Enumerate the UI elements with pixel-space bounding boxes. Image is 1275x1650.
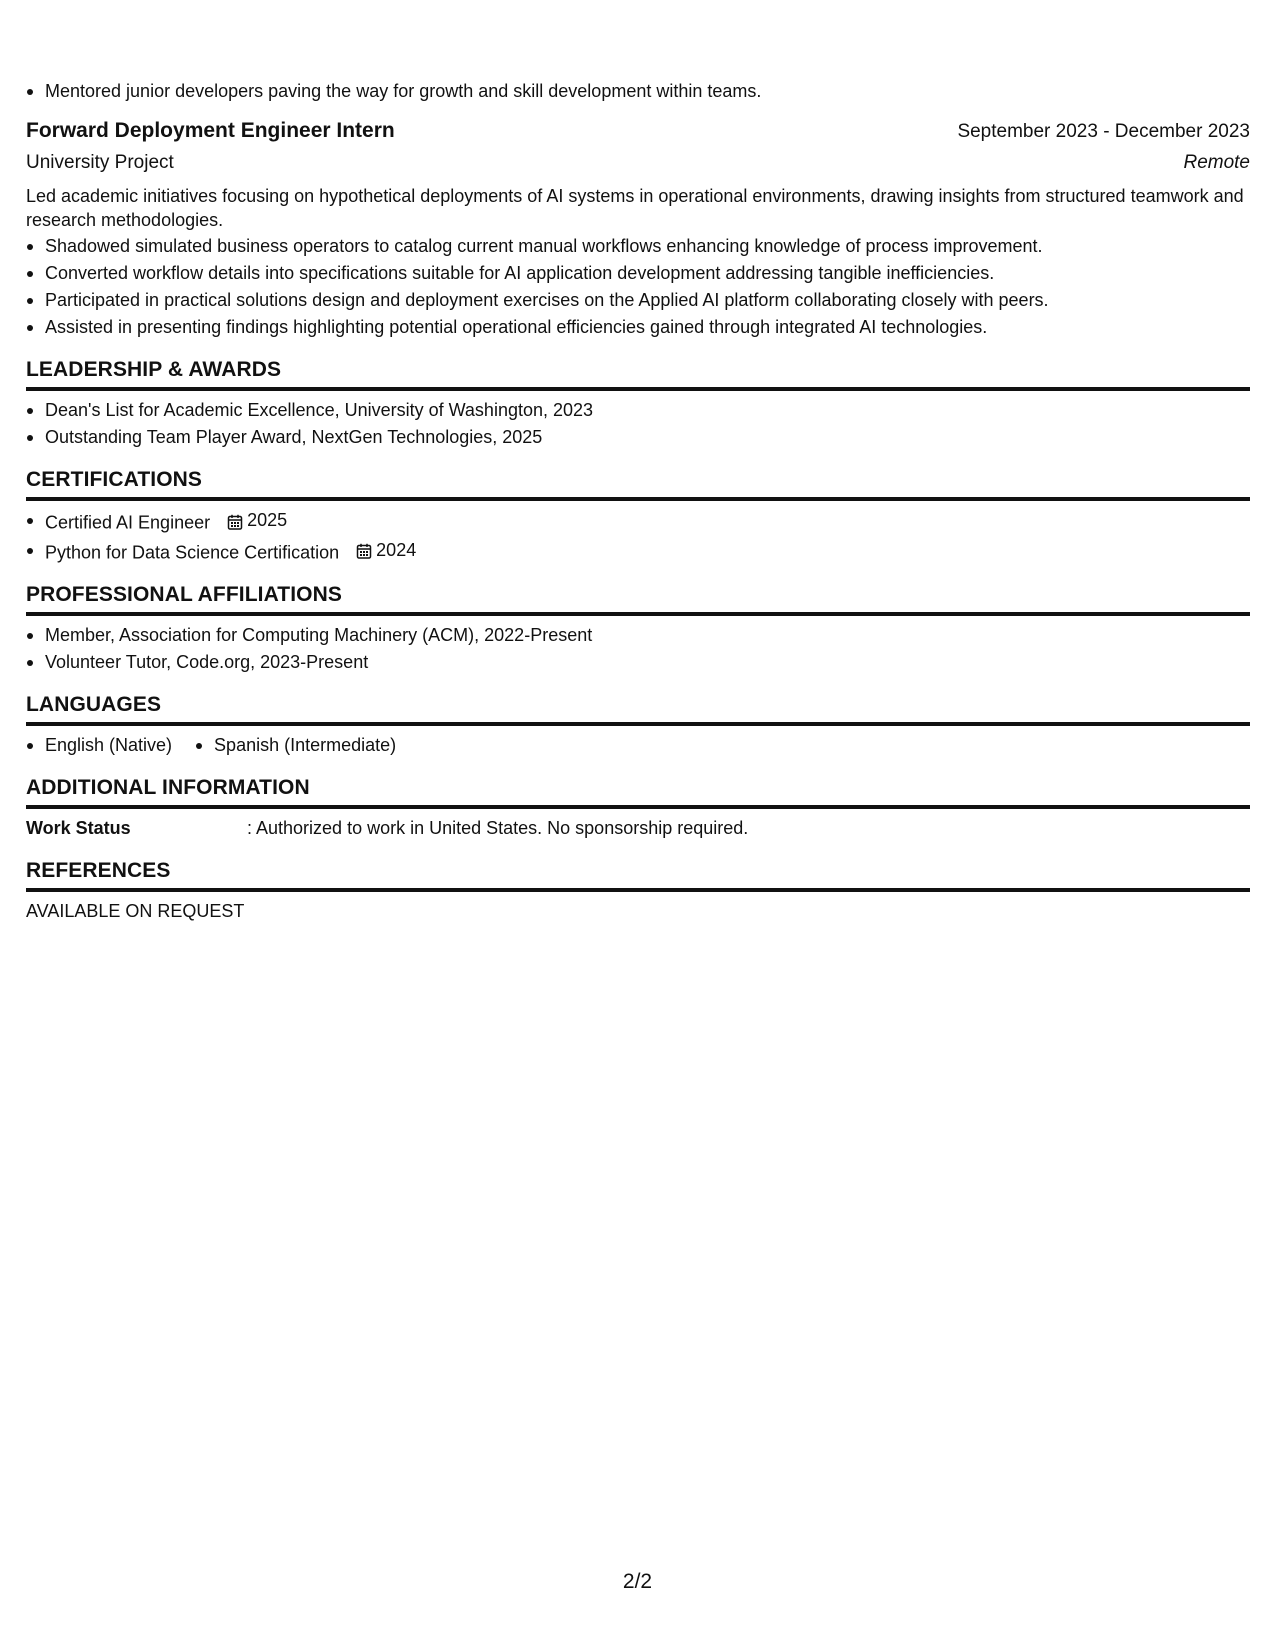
job-title: Forward Deployment Engineer Intern (26, 119, 395, 142)
list-item (26, 507, 1250, 537)
section-heading: LANGUAGES (26, 690, 1250, 726)
section-heading: CERTIFICATIONS (26, 465, 1250, 501)
certification-name: Certified AI Engineer (45, 512, 211, 533)
list-item: Volunteer Tutor, Code.org, 2023-Present (26, 649, 1250, 676)
calendar-icon (356, 543, 372, 559)
list-item: Mentored junior developers paving the way for growth and skill development within teams. (26, 78, 1250, 105)
section-heading: REFERENCES (26, 856, 1250, 892)
certification-year: 2024 (376, 539, 417, 560)
section-heading: PROFESSIONAL AFFILIATIONS (26, 580, 1250, 616)
list-item: English (Native) (26, 732, 172, 759)
job-entry (26, 116, 1250, 341)
info-label: Work Status (26, 818, 131, 838)
section-heading: LEADERSHIP & AWARDS (26, 355, 1250, 391)
previous-job-bullets (26, 78, 1250, 105)
languages-section (26, 690, 1250, 759)
certifications-section (26, 465, 1250, 566)
list-item: Dean's List for Academic Excellence, University of Washington, 2023 (26, 397, 1250, 424)
job-header (26, 116, 1250, 147)
section-heading: ADDITIONAL INFORMATION (26, 773, 1250, 809)
certification-year: 2025 (247, 510, 288, 530)
leadership-section (26, 355, 1250, 451)
affiliations-section (26, 580, 1250, 676)
resume-page (26, 78, 1250, 925)
list-item: Spanish (Intermediate) (195, 732, 396, 759)
work-status-row (26, 815, 1250, 842)
job-dates: September 2023 - December 2023 (957, 121, 1250, 142)
affiliations-list (26, 622, 1250, 676)
certifications-list (26, 507, 1250, 566)
references-section (26, 856, 1250, 925)
list-item: Converted workflow details into specifications suitable for AI application development addressing tangible inefficiencies. (26, 260, 1250, 287)
certification-name: Python for Data Science Certification (45, 542, 340, 562)
list-item: Shadowed simulated business operators to catalog current manual workflows enhancing knowledge of process improvement. (26, 233, 1250, 260)
list-item: Member, Association for Computing Machinery (ACM), 2022-Present (26, 622, 1250, 649)
list-item (26, 537, 1250, 567)
info-value: : Authorized to work in United States. No sponsorship required. (247, 818, 749, 838)
calendar-icon (227, 514, 243, 530)
languages-list (26, 732, 1250, 759)
job-description: Led academic initiatives focusing on hypothetical deployments of AI systems in operational environments, drawing insights from structured teamwork and research methodologies. (26, 186, 1244, 230)
list-item: Participated in practical solutions design and deployment exercises on the Applied AI platform collaborating closely with peers. (26, 287, 1250, 314)
awards-list (26, 397, 1250, 451)
list-item: Assisted in presenting findings highlighting potential operational efficiencies gained through integrated AI technologies. (26, 314, 1250, 341)
references-text: AVAILABLE ON REQUEST (26, 901, 245, 921)
certification-date (356, 537, 416, 564)
job-organization: University Project (26, 152, 174, 173)
job-location: Remote (1183, 152, 1250, 173)
job-bullets (26, 233, 1250, 341)
list-item: Outstanding Team Player Award, NextGen Technologies, 2025 (26, 424, 1250, 451)
job-subheader (26, 148, 1250, 178)
additional-info-section (26, 773, 1250, 842)
certification-date (227, 507, 287, 534)
page-number: 2/2 (622, 1570, 653, 1593)
